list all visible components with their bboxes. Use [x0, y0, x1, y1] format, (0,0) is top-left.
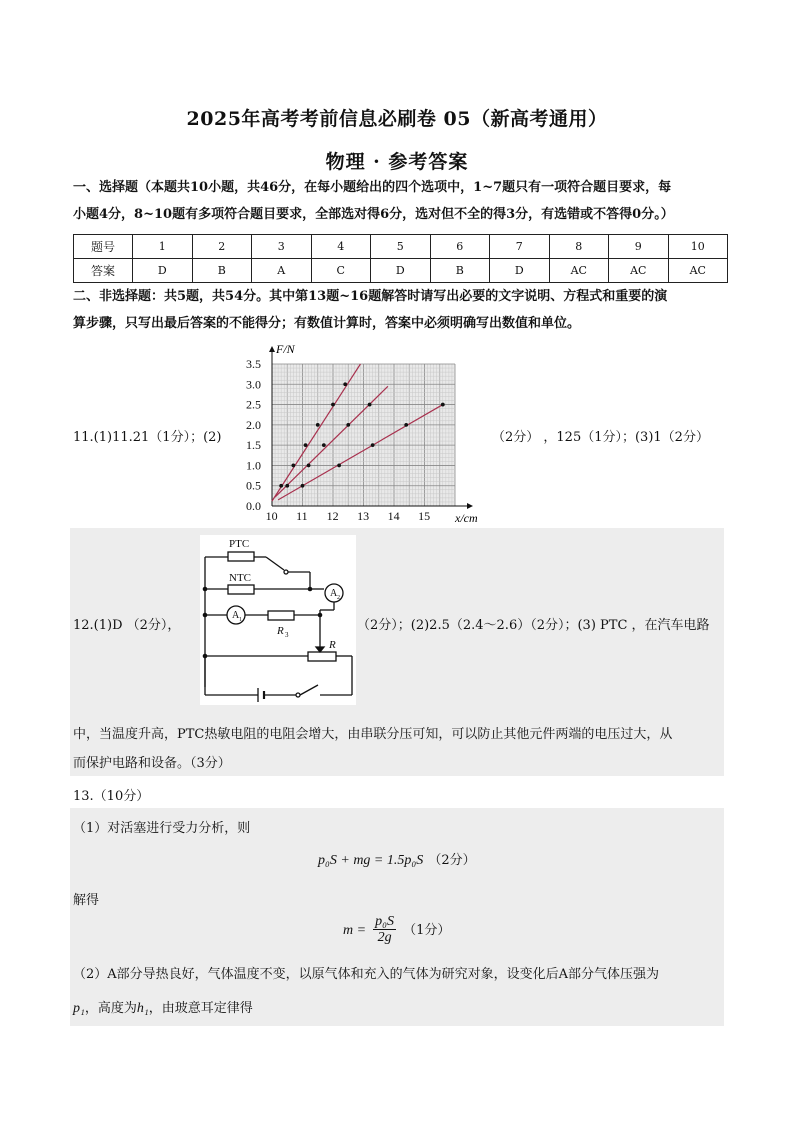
data-point: [316, 423, 320, 427]
ptc-label: PTC: [229, 538, 250, 550]
table-cell: 4: [311, 235, 371, 259]
data-point: [304, 443, 308, 447]
y-axis-arrow: [269, 346, 275, 352]
a2-label: A: [330, 588, 338, 599]
x-tick-label: 11: [296, 509, 308, 523]
section1-line1: 一、选择题（本题共10小题，共46分，在每小题给出的四个选项中，1~7题只有一项符合题目要求，每: [73, 180, 672, 195]
fraction-denominator: 2g: [377, 930, 392, 945]
table-cell: B: [430, 259, 490, 283]
data-point: [368, 403, 372, 407]
table-cell: 9: [609, 235, 669, 259]
y-tick-label: 2.0: [246, 417, 261, 432]
table-answer-label: 答案: [74, 259, 133, 283]
data-point: [285, 484, 289, 488]
q12-right-text: （2分）；(2)2.5（2.4～2.6）（2分）；(3) PTC ，在汽车电路: [357, 618, 710, 633]
table-cell: 8: [549, 235, 609, 259]
equation2-score: （1分）: [403, 923, 451, 938]
table-cell: D: [133, 259, 193, 283]
table-header-label: 题号: [74, 235, 133, 259]
y-tick-label: 0.0: [246, 499, 261, 513]
q12-left-text: 12.(1)D （2分），: [73, 618, 181, 633]
table-cell: B: [192, 259, 252, 283]
page-title: 2025年高考考前信息必刷卷 05（新高考通用）: [186, 108, 608, 130]
q13-step2-line1: （2）A部分导热良好，气体温度不变，以原气体和充入的气体为研究对象，设变化后A部分气体压强为: [73, 967, 660, 982]
a1-label: A: [232, 610, 240, 621]
table-row-numbers: [74, 235, 728, 259]
section2-instructions: [73, 283, 723, 337]
data-point: [301, 484, 305, 488]
data-point: [279, 484, 283, 488]
q13-step1: （1）对活塞进行受力分析，则: [73, 821, 251, 836]
step2-mid-text: ，高度为: [84, 1001, 137, 1016]
q13-heading: 13.（10分）: [73, 789, 150, 804]
table-cell: 2: [192, 235, 252, 259]
table-cell: AC: [668, 259, 728, 283]
r3-label: R: [277, 625, 284, 637]
y-tick-label: 3.5: [246, 357, 261, 371]
section1-line2: 小题4分，8~10题有多项符合题目要求，全部选对得6分，选对但不全的得3分，有选错或不答得0分。）: [73, 207, 674, 222]
x-tick-label: 15: [418, 509, 431, 523]
answer-table: [73, 234, 728, 283]
x-tick-label: 14: [387, 509, 400, 523]
a1-subscript: 1: [239, 617, 242, 623]
table-cell: C: [311, 259, 371, 283]
q13-equation1: [318, 849, 476, 869]
a2-subscript: 2: [337, 595, 340, 601]
table-cell: A: [252, 259, 312, 283]
r3-subscript: 3: [285, 631, 289, 639]
q13-step2-line2: [73, 997, 253, 1017]
equation2-lhs: m =: [343, 923, 367, 938]
fraction-numerator: p₀S: [375, 914, 395, 929]
force-extension-chart: [240, 340, 490, 526]
equation2-fraction: [373, 914, 396, 945]
y-tick-label: 0.5: [246, 478, 261, 493]
h1-symbol: h₁: [136, 1001, 149, 1016]
q11-right-text: （2分） ，125（1分）；(3)1（2分）: [492, 430, 709, 445]
step2-end-text: ，由玻意耳定律得: [148, 1001, 253, 1016]
table-cell: 7: [490, 235, 550, 259]
table-cell: 6: [430, 235, 490, 259]
data-point: [441, 403, 445, 407]
data-point: [346, 423, 350, 427]
section2-line2: 算步骤，只写出最后答案的不能得分；有数值计算时，答案中必须明确写出数值和单位。: [73, 316, 581, 331]
x-tick-label: 10: [265, 509, 278, 523]
table-cell: 1: [133, 235, 193, 259]
p1-symbol: p₁: [73, 1001, 85, 1016]
q11-left-text: 11.(1)11.21（1分）；(2): [73, 430, 222, 445]
chart-grid: [272, 364, 455, 506]
y-tick-label: 1.5: [246, 438, 261, 453]
data-point: [307, 464, 311, 468]
x-axis-arrow: [467, 503, 473, 509]
page-subtitle: 物理 · 参考答案: [325, 151, 469, 173]
q12-line3: 而保护电路和设备。（3分）: [73, 756, 231, 771]
q12-line2: 中，当温度升高，PTC热敏电阻的电阻会增大，由串联分压可知，可以防止其他元件两端的电压过大，从: [73, 727, 673, 742]
q13-equation2: [343, 914, 450, 945]
data-point: [291, 464, 295, 468]
data-point: [343, 382, 347, 386]
data-point: [322, 443, 326, 447]
table-cell: D: [371, 259, 431, 283]
table-row-answers: [74, 259, 728, 283]
equation1-text: p₀S + mg = 1.5p₀S: [318, 853, 424, 868]
table-cell: 5: [371, 235, 431, 259]
table-cell: 3: [252, 235, 312, 259]
section2-line1: 二、非选择题：共5题，共54分。其中第13题~16题解答时请写出必要的文字说明、方程式和重要的演: [73, 289, 668, 304]
y-axis-label: F/N: [276, 342, 295, 356]
table-cell: AC: [609, 259, 669, 283]
x-tick-label: 13: [357, 509, 370, 523]
table-cell: AC: [549, 259, 609, 283]
y-tick-label: 3.0: [246, 377, 261, 392]
data-point: [337, 464, 341, 468]
x-tick-label: 12: [326, 509, 339, 523]
section1-instructions: [73, 174, 723, 228]
data-point: [371, 443, 375, 447]
equation1-score: （2分）: [428, 853, 476, 868]
y-tick-label: 2.5: [246, 397, 261, 412]
data-point: [404, 423, 408, 427]
data-point: [331, 403, 335, 407]
q13-solve-label: 解得: [73, 893, 100, 908]
table-cell: D: [490, 259, 550, 283]
y-tick-label: 1.0: [246, 458, 261, 473]
ntc-label: NTC: [229, 572, 251, 584]
x-axis-label: x/cm: [455, 511, 478, 525]
rheostat-label: R: [329, 639, 336, 651]
table-cell: 10: [668, 235, 728, 259]
circuit-diagram: [200, 535, 356, 705]
